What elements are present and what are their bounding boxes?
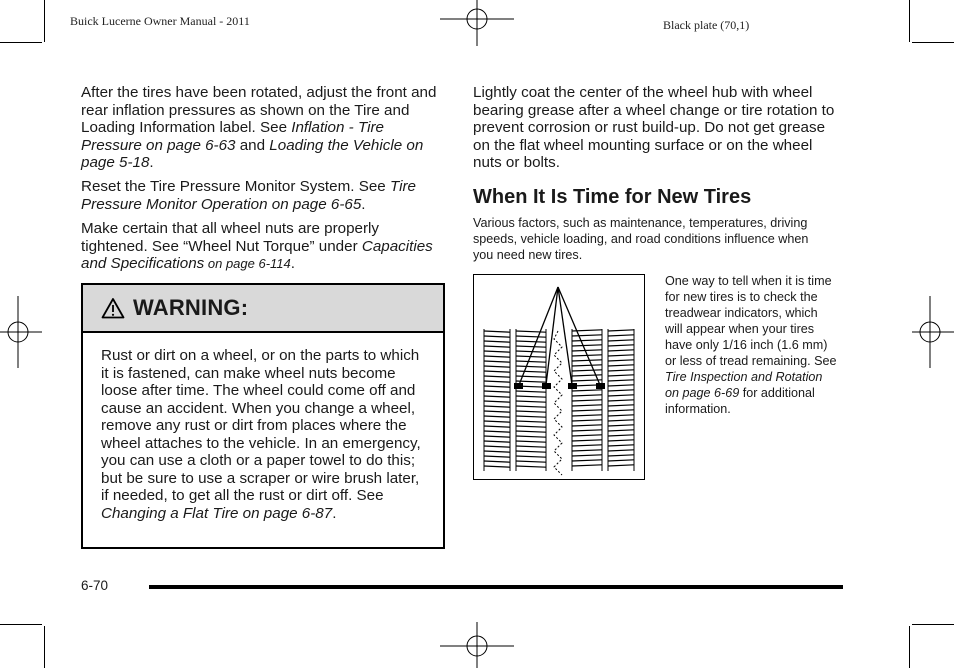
tire-tread-wear-indicator-illustration bbox=[474, 275, 643, 478]
intro-paragraph: Various factors, such as maintenance, temperatures, driving speeds, vehicle loading, and road conditions influence when you need new tires. bbox=[473, 216, 809, 262]
footer-rule bbox=[149, 585, 843, 589]
reset-tpms-paragraph bbox=[81, 178, 446, 213]
paragraph-text: . bbox=[290, 255, 295, 272]
wheel-nut-paragraph bbox=[81, 220, 433, 273]
warning-header bbox=[83, 285, 443, 333]
warning-title: WARNING: bbox=[133, 295, 249, 320]
paragraph-text: Make certain that all wheel nuts are properly tightened. See “Wheel Nut Torque” under bbox=[81, 220, 379, 255]
registration-mark-top bbox=[440, 0, 514, 46]
crop-mark bbox=[912, 42, 954, 43]
cross-reference-link[interactable]: Tire Pressure Monitor Operation on page 6-65 bbox=[81, 178, 416, 213]
warning-text: Rust or dirt on a wheel, or on the parts to which it is fastened, can make wheel nuts become loose after time. The wheel could come off and cause an accident. When you change a wheel, remove any rust or dirt from places where the wheel attaches to the vehicle. In an emergency, you can use a cloth or a paper towel to do this; but be sure to use a scraper or wire brush later, if needed, to get all the rust or dirt off. See bbox=[101, 347, 421, 504]
registration-mark-right bbox=[912, 296, 954, 368]
warning-body bbox=[101, 347, 431, 522]
crop-mark bbox=[0, 624, 42, 625]
crop-mark bbox=[44, 0, 45, 42]
paragraph-text: After the tires have been rotated, adjust the front and rear inflation pressures as shown on the Tire and Loading Information label. See bbox=[81, 84, 437, 136]
warning-triangle-icon bbox=[101, 297, 125, 319]
hub-grease-paragraph: Lightly coat the center of the wheel hub with wheel bearing grease after a wheel change or tire rotation to prevent corrosion or rust build-up. Do not get grease on the flat wheel mounting surface or on the wheel nuts or bolts. bbox=[473, 84, 835, 171]
registration-mark-left bbox=[0, 296, 42, 368]
cross-reference-link[interactable]: Changing a Flat Tire on page 6-87 bbox=[101, 504, 333, 522]
paragraph-text: and bbox=[235, 136, 270, 154]
manual-title: Buick Lucerne Owner Manual - 2011 bbox=[70, 14, 250, 28]
cross-reference-link[interactable]: Tire Inspection and Rotation on page 6-69 bbox=[665, 370, 823, 400]
section-title: When It Is Time for New Tires bbox=[473, 186, 752, 208]
reference-page: on page 6-114 bbox=[204, 256, 291, 271]
registration-mark-bottom bbox=[440, 622, 514, 668]
crop-mark bbox=[912, 624, 954, 625]
rotation-paragraph bbox=[81, 84, 446, 172]
figure-caption bbox=[665, 273, 837, 417]
warning-text-end: . bbox=[332, 504, 337, 522]
reference-title: Capacities and Specifications bbox=[81, 237, 433, 272]
crop-mark bbox=[909, 0, 910, 42]
cross-reference-link[interactable]: Inflation - Tire Pressure on page 6-63 bbox=[81, 119, 384, 154]
paragraph-text: . bbox=[149, 154, 154, 171]
crop-mark bbox=[0, 42, 42, 43]
caption-text-end: for additional information. bbox=[665, 386, 815, 416]
paragraph-text: Reset the Tire Pressure Monitor System. See bbox=[81, 178, 390, 195]
cross-reference-link[interactable]: Loading the Vehicle on page 5-18 bbox=[81, 136, 424, 171]
crop-mark bbox=[44, 626, 45, 668]
warning-box bbox=[81, 283, 445, 549]
page-number: 6-70 bbox=[81, 578, 109, 593]
paragraph-text: . bbox=[361, 195, 366, 213]
crop-mark bbox=[909, 626, 910, 668]
caption-text: One way to tell when it is time for new tires is to check the treadwear indicators, which will appear when your tires have only 1/16 inch (1.6 mm) or less of tread remaining. See bbox=[665, 274, 837, 368]
tire-tread-figure bbox=[473, 274, 645, 480]
plate-label: Black plate (70,1) bbox=[663, 18, 750, 32]
